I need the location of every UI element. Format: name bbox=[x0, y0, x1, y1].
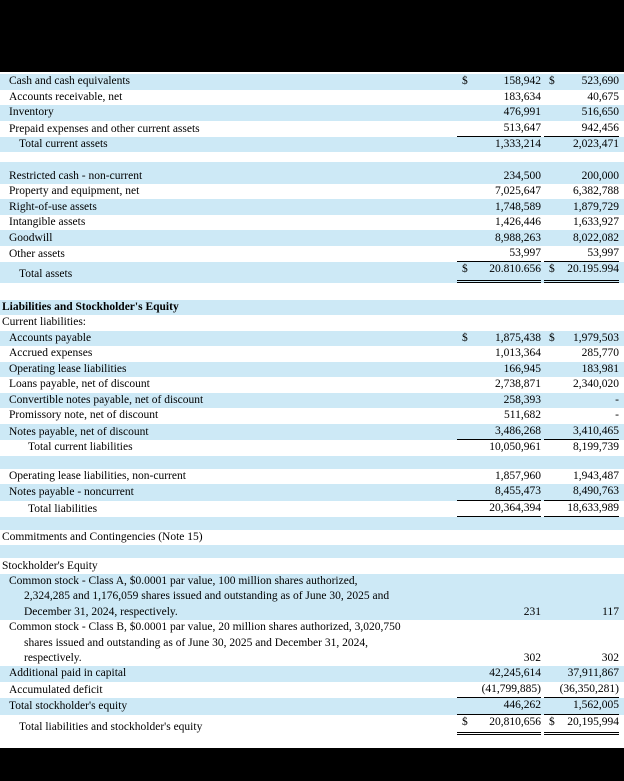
table-row bbox=[0, 393, 624, 409]
amount-value: 3,486,268 bbox=[495, 424, 541, 437]
amount-value: 1,943,487 bbox=[573, 469, 619, 482]
amount-value: 8,022,082 bbox=[573, 231, 619, 244]
table-row bbox=[0, 90, 624, 106]
amount-cell-col2 bbox=[544, 666, 619, 681]
table-row bbox=[0, 469, 624, 485]
amount-value: 117 bbox=[602, 605, 619, 618]
row-label: Accumulated deficit bbox=[9, 683, 103, 696]
amount-value: 1,013,364 bbox=[495, 347, 541, 360]
row-label: Promissory note, net of discount bbox=[9, 409, 159, 422]
amount-value: 2,738,871 bbox=[495, 378, 541, 391]
amount-value: 166,945 bbox=[503, 362, 541, 375]
amount-cell-col1 bbox=[457, 377, 541, 392]
row-label-line: December 31, 2024, respectively. bbox=[24, 605, 178, 618]
table-row bbox=[0, 137, 624, 153]
amount-cell-col2 bbox=[544, 393, 619, 408]
amount-value: 20.195.994 bbox=[567, 263, 619, 276]
amount-cell-col1 bbox=[457, 484, 541, 500]
row-label: Stockholder's Equity bbox=[2, 559, 98, 572]
table-row bbox=[0, 315, 624, 331]
amount-cell-col2 bbox=[544, 184, 619, 199]
table-row bbox=[0, 230, 624, 246]
amount-cell-col1 bbox=[457, 469, 541, 484]
amount-cell-col1 bbox=[457, 393, 541, 408]
top-black-band bbox=[0, 0, 624, 72]
row-label: Restricted cash - non-current bbox=[9, 169, 143, 182]
section-header-row bbox=[0, 300, 624, 316]
row-label: Total liabilities bbox=[28, 502, 98, 515]
dollar-sign: $ bbox=[462, 331, 468, 344]
balance-sheet-table bbox=[0, 74, 624, 735]
table-row bbox=[0, 666, 624, 682]
amount-value: 20,364,394 bbox=[489, 501, 541, 514]
row-label-line: 2,324,285 and 1,176,059 shares issued and outstanding as of June 30, 2025 and bbox=[24, 590, 390, 603]
amount-value: 1,633,927 bbox=[573, 216, 619, 228]
row-label-line: Common stock - Class B, $0.0001 par value, 20 million shares authorized, 3,020,750 bbox=[9, 621, 401, 634]
row-label: Prepaid expenses and other current assets bbox=[9, 122, 200, 135]
row-label: Convertible notes payable, net of discount bbox=[9, 393, 204, 406]
row-label: Accrued expenses bbox=[9, 347, 93, 360]
amount-value: 302 bbox=[523, 651, 541, 664]
amount-cell-col2 bbox=[544, 137, 619, 152]
amount-cell-col1 bbox=[457, 424, 541, 440]
amount-cell-col1 bbox=[457, 682, 541, 698]
amount-cell-col1 bbox=[457, 651, 541, 666]
amount-cell-col2 bbox=[544, 362, 619, 377]
amount-cell-col2 bbox=[544, 74, 619, 89]
row-label-line: Common stock - Class A, $0.0001 par value, 100 million shares authorized, bbox=[9, 574, 358, 587]
table-row bbox=[0, 199, 624, 215]
table-row bbox=[0, 501, 624, 517]
amount-value: 302 bbox=[601, 651, 619, 664]
amount-value: 6,382,788 bbox=[573, 185, 619, 197]
amount-cell-col2 bbox=[544, 262, 619, 282]
amount-value: 1,426,446 bbox=[495, 216, 541, 228]
dollar-sign: $ bbox=[462, 263, 468, 276]
amount-cell-col2 bbox=[544, 200, 619, 215]
row-label: Notes payable - noncurrent bbox=[9, 486, 134, 499]
row-label: Total current liabilities bbox=[28, 441, 133, 454]
table-row bbox=[0, 346, 624, 362]
amount-value: 7,025,647 bbox=[495, 185, 541, 197]
spacer-row bbox=[0, 283, 624, 300]
row-label: Accounts payable bbox=[9, 331, 92, 344]
amount-value: 20.810.656 bbox=[489, 263, 541, 276]
amount-value: 523,690 bbox=[581, 75, 619, 88]
amount-value: 183,981 bbox=[581, 362, 619, 375]
row-label: Total current assets bbox=[19, 138, 108, 150]
amount-cell-col2 bbox=[544, 501, 619, 517]
amount-value: 476,991 bbox=[503, 106, 541, 119]
amount-value: 285,770 bbox=[581, 347, 619, 360]
table-row bbox=[0, 558, 624, 574]
table-row bbox=[0, 574, 624, 620]
amount-value: 8,455,473 bbox=[495, 485, 541, 498]
amount-cell-col2 bbox=[544, 121, 619, 137]
amount-value: 1,875,438 bbox=[495, 331, 541, 344]
row-label: Other assets bbox=[9, 247, 65, 260]
amount-value: 1,562,005 bbox=[573, 699, 619, 712]
amount-cell-col2 bbox=[544, 469, 619, 484]
row-label: Goodwill bbox=[9, 231, 53, 244]
amount-value: - bbox=[615, 393, 619, 406]
row-label: Loans payable, net of discount bbox=[9, 378, 150, 391]
row-label: Cash and cash equivalents bbox=[9, 75, 131, 88]
table-row bbox=[0, 262, 624, 282]
amount-cell-col2 bbox=[544, 651, 619, 666]
row-label: Current liabilities: bbox=[2, 316, 86, 329]
amount-cell-col2 bbox=[544, 346, 619, 361]
amount-cell-col2 bbox=[544, 440, 619, 455]
amount-cell-col1 bbox=[457, 231, 541, 246]
row-label: Right-of-use assets bbox=[9, 200, 97, 213]
amount-cell-col2 bbox=[544, 169, 619, 184]
amount-value: 2,340,020 bbox=[573, 378, 619, 391]
table-row bbox=[0, 377, 624, 393]
spacer-row bbox=[0, 517, 624, 530]
amount-cell-col1 bbox=[457, 215, 541, 230]
row-label: Inventory bbox=[9, 106, 54, 119]
dollar-sign: $ bbox=[462, 715, 468, 728]
table-row bbox=[0, 440, 624, 456]
amount-value: 234,500 bbox=[503, 169, 541, 182]
amount-value: 446,262 bbox=[503, 699, 541, 712]
amount-cell-col1 bbox=[457, 715, 541, 735]
table-row bbox=[0, 715, 624, 735]
amount-cell-col1 bbox=[457, 331, 541, 346]
amount-cell-col1 bbox=[457, 408, 541, 423]
amount-value: 20,195,994 bbox=[567, 715, 619, 728]
amount-value: 40,675 bbox=[587, 90, 619, 103]
amount-value: 1,333,214 bbox=[495, 138, 541, 150]
amount-cell-col1 bbox=[457, 169, 541, 184]
amount-cell-col1 bbox=[457, 501, 541, 517]
amount-value: 1,879,729 bbox=[573, 200, 619, 213]
table-row bbox=[0, 331, 624, 347]
row-label: Property and equipment, net bbox=[9, 185, 140, 197]
amount-value: 942,456 bbox=[581, 121, 619, 134]
amount-cell-col2 bbox=[544, 682, 619, 698]
amount-cell-col1 bbox=[457, 137, 541, 152]
amount-value: 10,050,961 bbox=[489, 441, 541, 454]
dollar-sign: $ bbox=[549, 331, 555, 344]
amount-value: 513,647 bbox=[503, 121, 541, 134]
amount-value: 53,997 bbox=[587, 246, 619, 259]
table-row bbox=[0, 74, 624, 90]
table-row bbox=[0, 620, 624, 666]
amount-cell-col2 bbox=[544, 90, 619, 105]
table-row bbox=[0, 246, 624, 262]
row-label-line: shares issued and outstanding as of June 30, 2025 and December 31, 2024, bbox=[24, 636, 368, 649]
row-label: Notes payable, net of discount bbox=[9, 425, 149, 438]
row-label: Liabilities and Stockholder's Equity bbox=[2, 300, 179, 313]
row-label: Intangible assets bbox=[9, 216, 86, 228]
amount-value: 1,857,960 bbox=[495, 469, 541, 482]
row-label: Additional paid in capital bbox=[9, 667, 127, 680]
amount-value: 158,942 bbox=[503, 75, 541, 88]
amount-value: 8,490,763 bbox=[573, 485, 619, 498]
table-row bbox=[0, 424, 624, 440]
amount-cell-col2 bbox=[544, 105, 619, 120]
amount-cell-col2 bbox=[544, 698, 619, 714]
row-label-line: respectively. bbox=[24, 651, 82, 664]
amount-value: 231 bbox=[523, 605, 541, 618]
dollar-sign: $ bbox=[549, 75, 555, 88]
bottom-black-band bbox=[0, 748, 624, 781]
table-row bbox=[0, 215, 624, 231]
amount-value: (36,350,281) bbox=[559, 682, 619, 695]
amount-cell-col1 bbox=[457, 184, 541, 199]
amount-value: 20,810,656 bbox=[489, 715, 541, 728]
dollar-sign: $ bbox=[549, 263, 555, 276]
amount-cell-col1 bbox=[457, 90, 541, 105]
table-row bbox=[0, 698, 624, 714]
row-label bbox=[0, 620, 457, 666]
amount-value: 53,997 bbox=[509, 246, 541, 259]
row-label: Total assets bbox=[19, 268, 73, 281]
row-label bbox=[0, 574, 457, 620]
table-row bbox=[0, 105, 624, 121]
amount-value: 18,633,989 bbox=[567, 501, 619, 514]
row-label: Operating lease liabilities bbox=[9, 362, 127, 375]
amount-value: 183,634 bbox=[503, 90, 541, 103]
amount-value: 511,682 bbox=[504, 409, 541, 422]
amount-cell-col2 bbox=[544, 408, 619, 423]
table-row bbox=[0, 682, 624, 698]
row-label: Total stockholder's equity bbox=[9, 700, 128, 713]
amount-value: 516,650 bbox=[581, 106, 619, 119]
table-row bbox=[0, 168, 624, 184]
amount-value: 1,748,589 bbox=[495, 200, 541, 213]
table-row bbox=[0, 530, 624, 546]
amount-value: (41,799,885) bbox=[481, 682, 541, 695]
dollar-sign: $ bbox=[549, 715, 555, 728]
row-label: Accounts receivable, net bbox=[9, 90, 123, 103]
amount-cell-col1 bbox=[457, 698, 541, 714]
amount-value: 1,979,503 bbox=[573, 331, 619, 344]
amount-cell-col2 bbox=[544, 331, 619, 346]
dollar-sign: $ bbox=[462, 75, 468, 88]
amount-cell-col1 bbox=[457, 605, 541, 620]
amount-value: 8,199,739 bbox=[573, 441, 619, 454]
spacer-row bbox=[0, 456, 624, 469]
amount-value: 37,911,867 bbox=[567, 667, 619, 680]
amount-cell-col2 bbox=[544, 246, 619, 262]
amount-cell-col1 bbox=[457, 74, 541, 89]
amount-value: - bbox=[615, 409, 619, 422]
amount-cell-col1 bbox=[457, 440, 541, 455]
row-label: Commitments and Contingencies (Note 15) bbox=[2, 531, 203, 544]
amount-value: 200,000 bbox=[581, 169, 619, 182]
amount-cell-col1 bbox=[457, 200, 541, 215]
spacer-row bbox=[0, 152, 624, 162]
amount-cell-col2 bbox=[544, 377, 619, 392]
spacer-row bbox=[0, 545, 624, 558]
amount-cell-col2 bbox=[544, 424, 619, 440]
amount-value: 8,988,263 bbox=[495, 231, 541, 244]
amount-cell-col1 bbox=[457, 262, 541, 282]
row-label: Total liabilities and stockholder's equity bbox=[19, 720, 203, 733]
amount-cell-col1 bbox=[457, 346, 541, 361]
amount-value: 258,393 bbox=[503, 393, 541, 406]
table-row bbox=[0, 362, 624, 378]
table-row bbox=[0, 184, 624, 200]
amount-cell-col2 bbox=[544, 215, 619, 230]
table-row bbox=[0, 484, 624, 500]
amount-cell-col1 bbox=[457, 362, 541, 377]
amount-cell-col2 bbox=[544, 715, 619, 735]
amount-value: 42,245,614 bbox=[489, 667, 541, 680]
amount-cell-col1 bbox=[457, 121, 541, 137]
amount-cell-col2 bbox=[544, 231, 619, 246]
row-label: Operating lease liabilities, non-current bbox=[9, 469, 186, 482]
amount-cell-col1 bbox=[457, 246, 541, 262]
amount-cell-col2 bbox=[544, 484, 619, 500]
amount-cell-col1 bbox=[457, 666, 541, 681]
amount-cell-col2 bbox=[544, 605, 619, 620]
table-row bbox=[0, 121, 624, 137]
amount-cell-col1 bbox=[457, 105, 541, 120]
amount-value: 3,410,465 bbox=[573, 424, 619, 437]
amount-value: 2,023,471 bbox=[573, 138, 619, 150]
table-row bbox=[0, 408, 624, 424]
